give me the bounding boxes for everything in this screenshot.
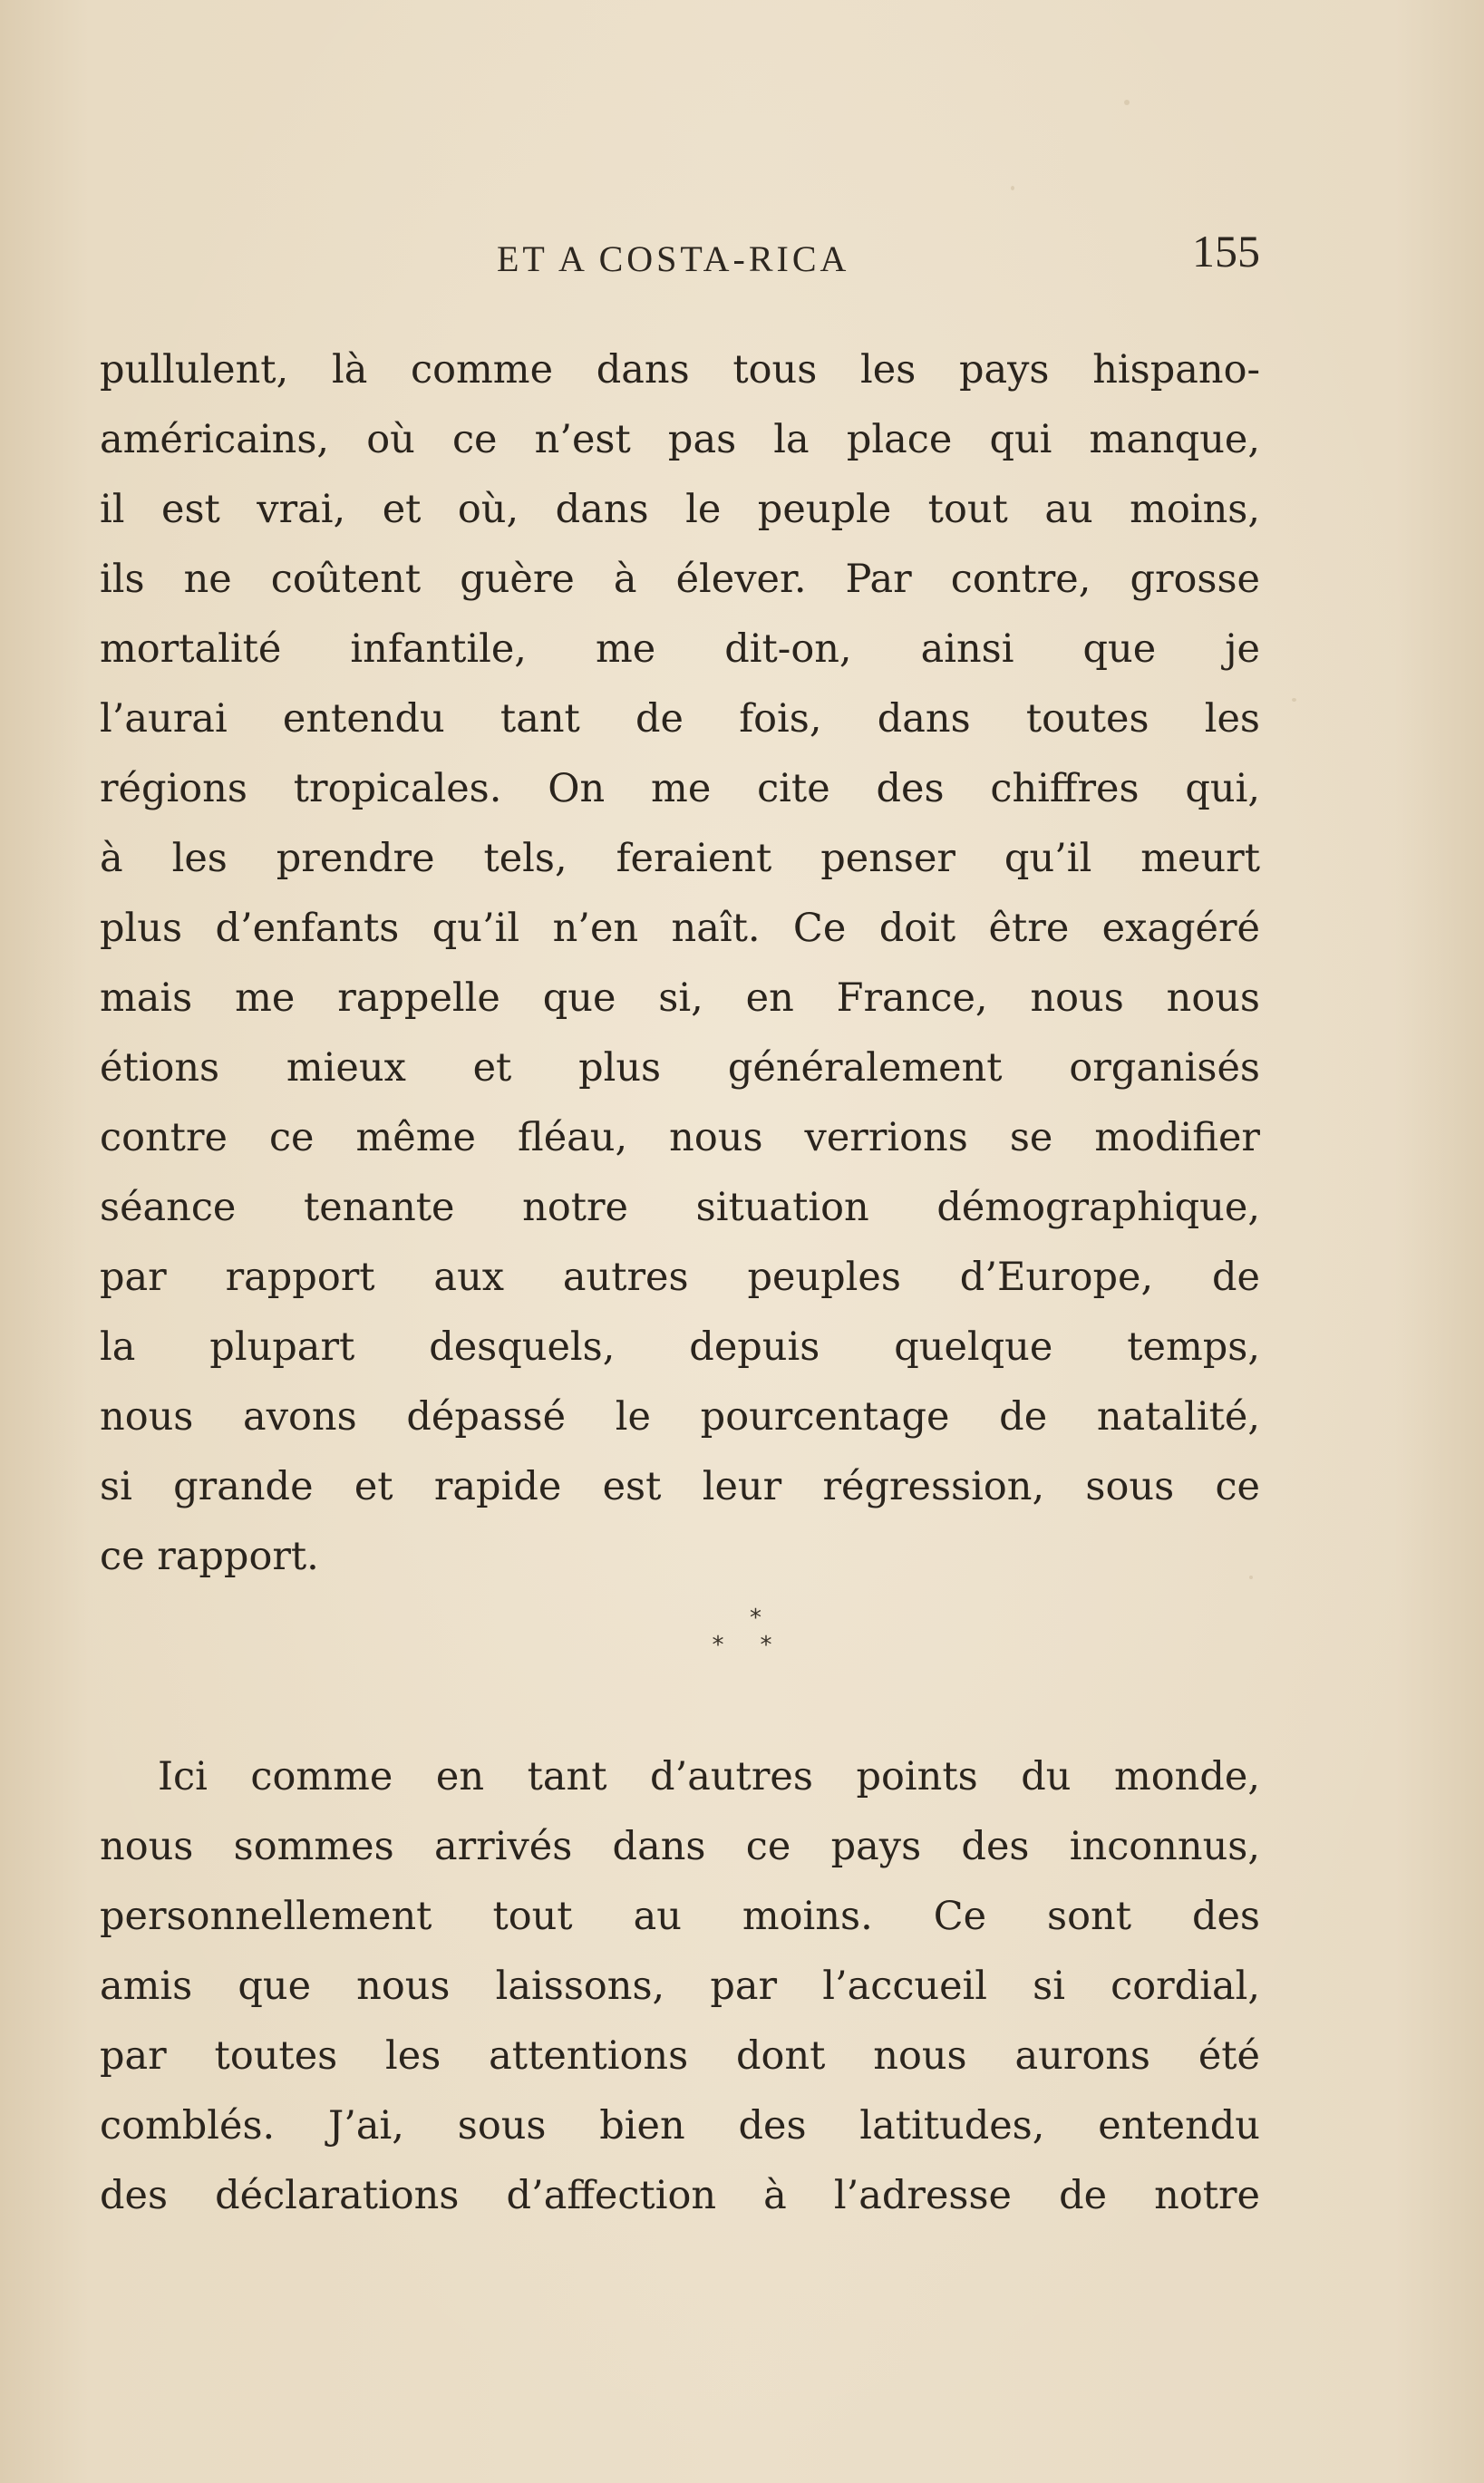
text-line: séance tenante notre situation démographique, [100,1185,1260,1230]
text-line: des déclarations d’affection à l’adresse de notre [100,2173,1260,2218]
paragraph-new [100,1742,1260,2231]
text-line: nous avons dépassé le pourcentage de natalité, [100,1394,1260,1440]
page-number: 155 [1192,226,1260,276]
running-title: ET A COSTA-RICA [497,238,850,279]
text-line: nous sommes arrivés dans ce pays des inconnus, [100,1824,1260,1869]
text-line: il est vrai, et où, dans le peuple tout au moins, [100,487,1260,532]
asterism-stars-bottom: ** [712,1632,809,1659]
running-head [100,225,1260,288]
text-line: régions tropicales. On me cite des chiffres qui, [100,766,1260,811]
paper-speck [1124,100,1130,105]
text-line: à les prendre tels, feraient penser qu’il meurt [100,836,1260,881]
text-line: la plupart desquels, depuis quelque temps, [100,1324,1260,1370]
text-line: l’aurai entendu tant de fois, dans toutes les [100,696,1260,742]
text-line: amis que nous laissons, par l’accueil si cordial, [100,1964,1260,2009]
text-line: personnellement tout au moins. Ce sont des [100,1894,1260,1939]
text-line: Ici comme en tant d’autres points du monde, [158,1754,1260,1799]
text-line: ils ne coûtent guère à élever. Par contre, grosse [100,557,1260,602]
paper-speck [1292,698,1296,702]
text-line: américains, où ce n’est pas la place qui manque, [100,417,1260,462]
asterism-star-top: * [750,1605,761,1632]
text-line: pullulent, là comme dans tous les pays hispano- [100,347,1260,393]
paragraph-continued [100,335,1260,1592]
text-line: ce rapport. [100,1534,319,1579]
section-break-asterism [0,1605,1484,1677]
text-line: comblés. J’ai, sous bien des latitudes, entendu [100,2103,1260,2148]
text-line: par toutes les attentions dont nous aurons été [100,2033,1260,2079]
text-line: étions mieux et plus généralement organisés [100,1045,1260,1091]
text-line: mais me rappelle que si, en France, nous nous [100,975,1260,1021]
text-line: mortalité infantile, me dit-on, ainsi que je [100,626,1260,672]
text-line: plus d’enfants qu’il n’en naît. Ce doit être exagéré [100,906,1260,951]
text-line: si grande et rapide est leur régression, sous ce [100,1464,1260,1509]
text-line: contre ce même fléau, nous verrions se modifier [100,1115,1260,1160]
paper-speck [1011,186,1014,190]
text-line: par rapport aux autres peuples d’Europe, de [100,1255,1260,1300]
